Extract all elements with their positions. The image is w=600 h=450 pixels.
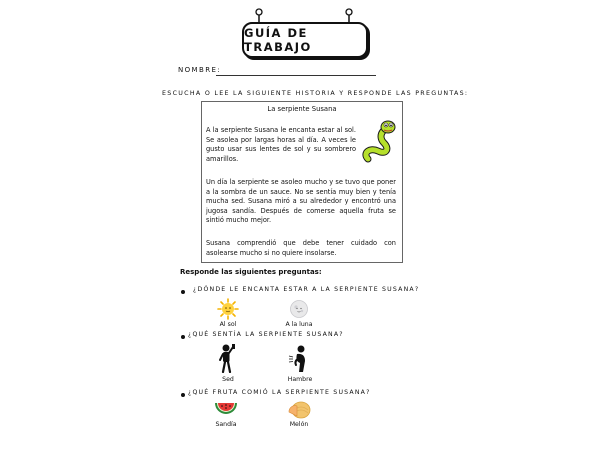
story-paragraph: Un día la serpiente se asoleo mucho y se tuvo que poner a la sombra de un sauce. No se sentía muy bien y tenía mucha sed. Susana miró a su alrededor y encontró una jugosa sandía. Después de comerse aquella fruta se sintió mucho mejor. <box>206 178 396 225</box>
story-paragraph: Susana comprendió que debe tener cuidado con asolearse mucho si no quiere insolarse. <box>206 239 396 257</box>
option-label: Al sol <box>219 321 237 328</box>
hungry-person-icon[interactable] <box>287 345 313 373</box>
question-3: ¿QUÉ FRUTA COMIÓ LA SERPIENTE SUSANA? <box>188 389 371 396</box>
name-label: NOMBRE: <box>178 66 222 74</box>
questions-heading: Responde las siguientes preguntas: <box>180 268 322 276</box>
option-label: Sandía <box>215 421 237 428</box>
page-title: GUÍA DE TRABAJO <box>242 22 368 58</box>
name-field[interactable] <box>216 75 376 76</box>
bullet <box>181 335 185 339</box>
option-label: A la luna <box>285 321 313 328</box>
question-1: ¿DÓNDE LE ENCANTA ESTAR A LA SERPIENTE SUSANA? <box>193 286 420 293</box>
bullet <box>181 393 185 397</box>
title-sign <box>238 8 370 64</box>
story-paragraph: A la serpiente Susana le encanta estar al sol. Se asolea por largas horas al día. A veces le gusto usar sus lentes de sol y su sombrero amarillos. <box>206 126 356 163</box>
bullet <box>181 290 185 294</box>
moon-icon[interactable] <box>289 299 309 319</box>
instruction-text: ESCUCHA O LEE LA SIGUIENTE HISTORIA Y RESPONDE LAS PREGUNTAS: <box>162 90 469 97</box>
story-title: La serpiente Susana <box>267 105 337 113</box>
melon-icon[interactable] <box>287 400 311 420</box>
snake-icon <box>360 119 398 163</box>
thirsty-person-icon[interactable] <box>217 343 239 373</box>
question-2: ¿QUÉ SENTÍA LA SERPIENTE SUSANA? <box>188 331 344 338</box>
option-label: Hambre <box>287 376 313 383</box>
option-label: Sed <box>222 376 234 383</box>
watermelon-icon[interactable] <box>214 401 238 417</box>
sun-icon[interactable] <box>217 298 239 320</box>
option-label: Melón <box>289 421 309 428</box>
story-box <box>201 101 403 263</box>
